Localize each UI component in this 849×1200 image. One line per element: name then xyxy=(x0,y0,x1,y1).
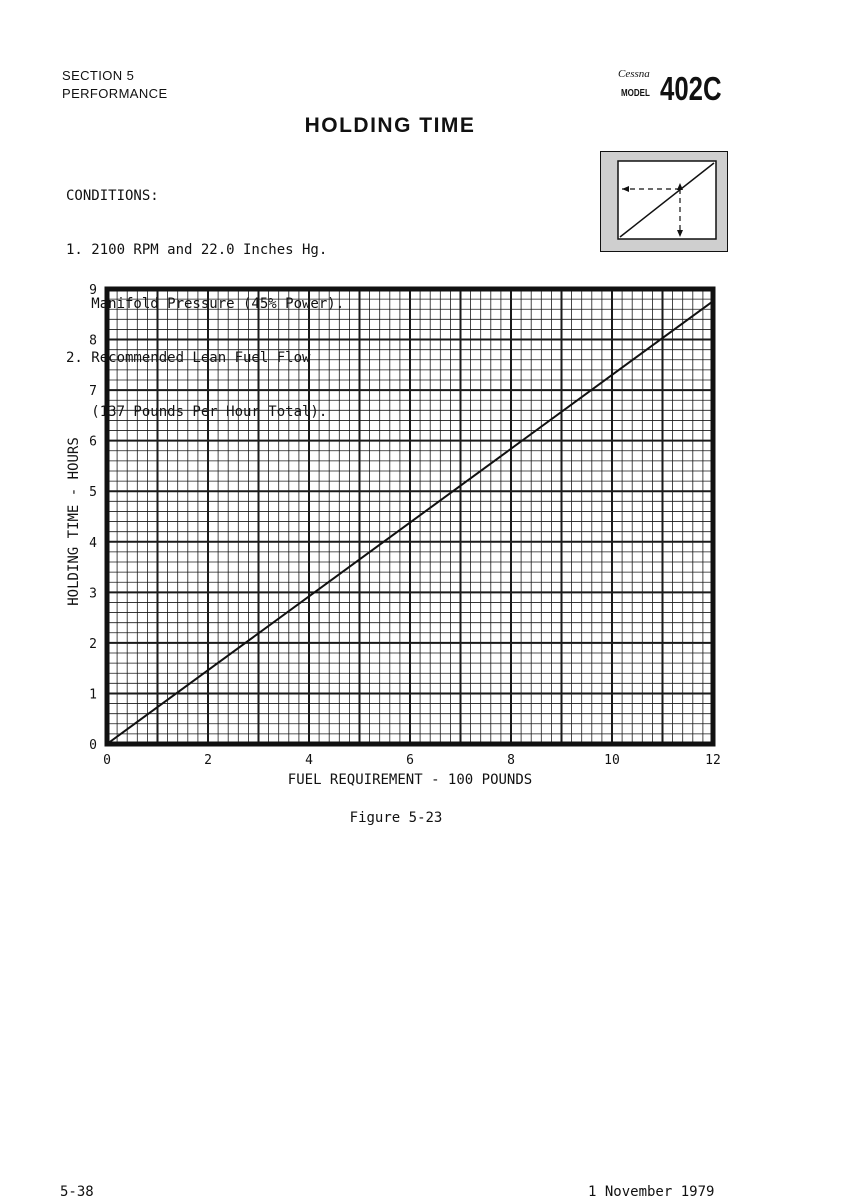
revision-date: 1 November 1979 xyxy=(588,1184,715,1200)
section-heading xyxy=(62,67,168,103)
y-tick-label: 1 xyxy=(89,687,97,703)
page-title: HOLDING TIME xyxy=(304,114,476,137)
y-axis-label: HOLDING TIME - HOURS xyxy=(66,437,82,606)
condition-line: (137 Pounds Per Hour Total). xyxy=(66,404,328,420)
condition-line: Manifold Pressure (45% Power). xyxy=(66,296,345,312)
chart-grid xyxy=(107,289,713,744)
model-number: 402C xyxy=(660,70,722,107)
x-tick-label: 0 xyxy=(103,753,111,768)
page-number: 5-38 xyxy=(60,1184,94,1200)
section-number: SECTION 5 xyxy=(62,68,135,83)
x-tick-label: 4 xyxy=(305,753,313,768)
x-axis-label: FUEL REQUIREMENT - 100 POUNDS xyxy=(287,772,533,788)
condition-line: 2. Recommended Lean Fuel Flow xyxy=(66,350,311,366)
section-name: PERFORMANCE xyxy=(62,86,168,101)
y-tick-labels xyxy=(89,283,97,753)
y-tick-label: 9 xyxy=(89,283,97,298)
x-tick-label: 6 xyxy=(406,753,414,768)
y-tick-label: 8 xyxy=(89,333,97,349)
y-tick-label: 0 xyxy=(89,738,97,753)
model-logo xyxy=(616,68,736,108)
x-tick-label: 8 xyxy=(507,753,515,768)
x-tick-label: 12 xyxy=(705,753,721,768)
y-tick-label: 4 xyxy=(89,535,97,551)
holding-time-chart xyxy=(60,275,740,795)
figure-caption: Figure 5-23 xyxy=(349,810,443,826)
brand-name: Cessna xyxy=(618,68,650,80)
conditions-heading: CONDITIONS: xyxy=(66,188,159,204)
model-label: MODEL xyxy=(621,88,650,99)
y-tick-label: 2 xyxy=(89,636,97,652)
x-tick-label: 2 xyxy=(204,753,212,768)
y-tick-label: 5 xyxy=(89,485,97,501)
chart-reading-icon xyxy=(600,151,728,252)
condition-line: 1. 2100 RPM and 22.0 Inches Hg. xyxy=(66,242,328,258)
y-tick-label: 7 xyxy=(89,384,97,400)
y-tick-label: 3 xyxy=(89,586,97,602)
x-tick-label: 10 xyxy=(604,753,620,768)
y-tick-label: 6 xyxy=(89,434,97,450)
x-tick-labels xyxy=(103,753,721,768)
